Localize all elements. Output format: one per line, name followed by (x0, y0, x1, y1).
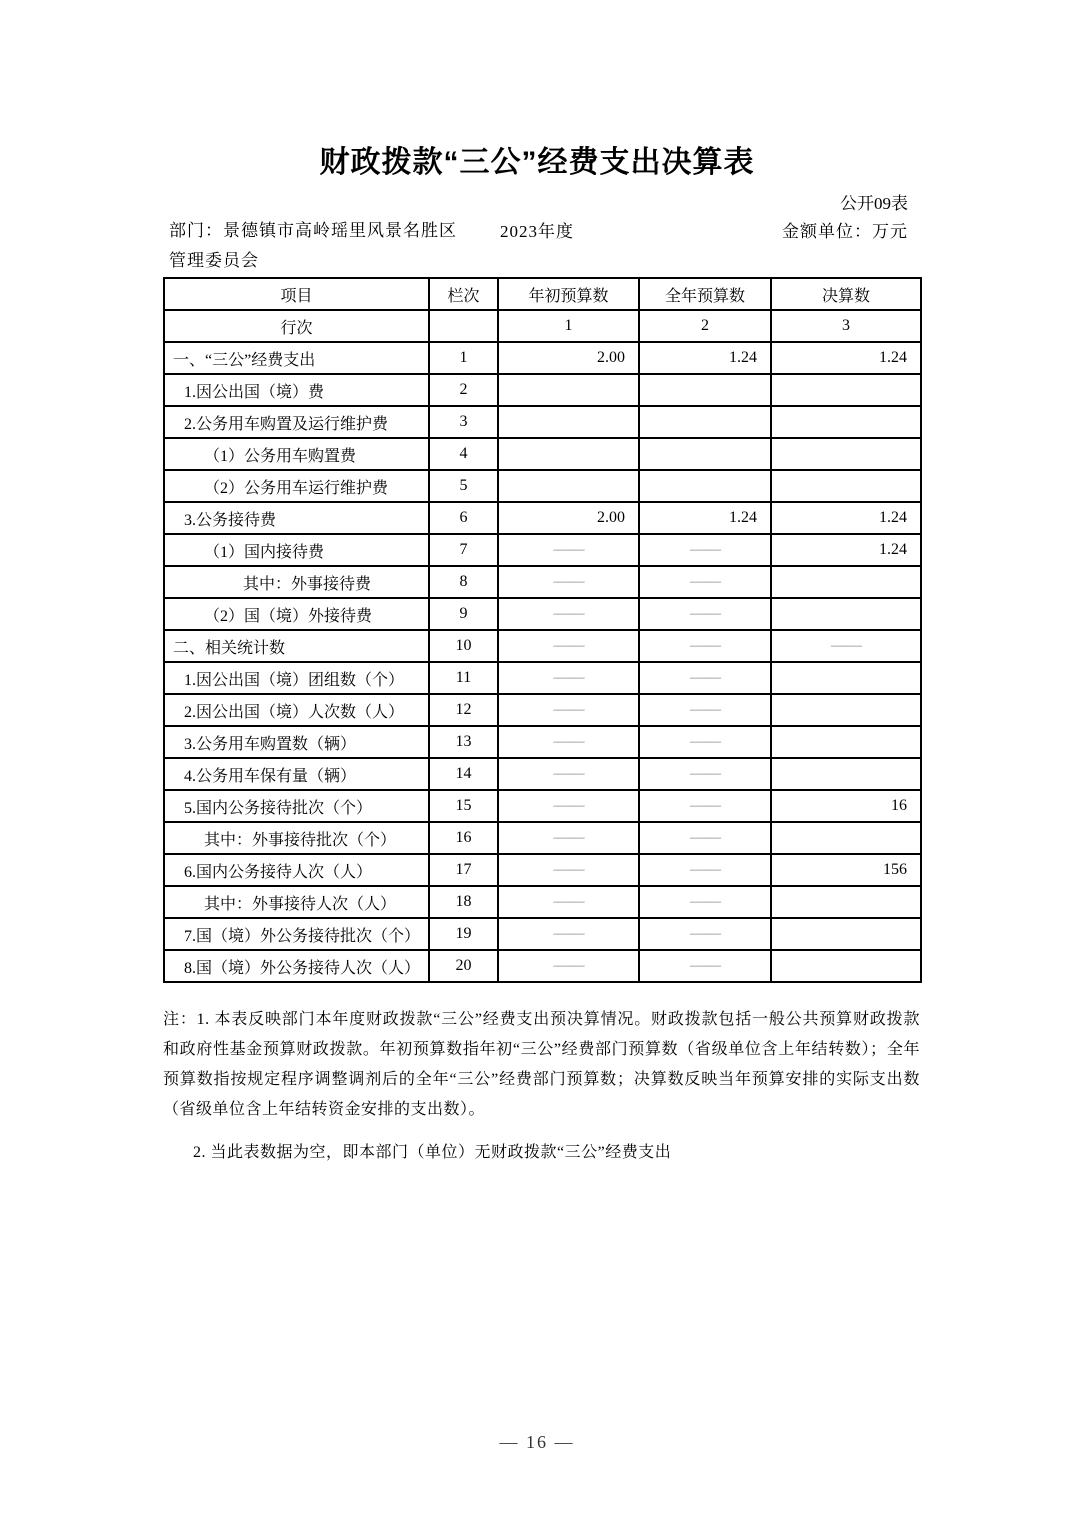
line-number: 5 (429, 470, 498, 502)
item-label: 其中：外事接待费 (164, 566, 429, 598)
note-1: 注：1. 本表反映部门本年度财政拨款“三公”经费支出预决算情况。财政拨款包括一般公共预算财政拨款和政府性基金预算财政拨款。年初预算数指年初“三公”经费部门预算数（省级单位含上年结转数）；全年预算数指按规定程序调整调剂后的全年“三公”经费部门预算数；决算数反映当年预算安排的实际支出数（省级单位含上年结转资金安排的支出数）。 (163, 1011, 920, 1118)
initial-budget-value: —— (498, 758, 639, 790)
line-number: 14 (429, 758, 498, 790)
initial-budget-value: —— (498, 822, 639, 854)
table-row (164, 598, 921, 630)
initial-budget-value: —— (498, 790, 639, 822)
column-index-1: 1 (498, 310, 639, 342)
final-accounts-value (771, 374, 921, 406)
blank-cell (429, 310, 498, 342)
initial-budget-value (498, 470, 639, 502)
line-number: 11 (429, 662, 498, 694)
initial-budget-value: —— (498, 566, 639, 598)
final-accounts-value (771, 822, 921, 854)
column-index-3: 3 (771, 310, 921, 342)
page-number: — 16 — (499, 1432, 575, 1452)
annual-budget-value: —— (639, 662, 771, 694)
line-number: 6 (429, 502, 498, 534)
table-row (164, 342, 921, 374)
initial-budget-value: —— (498, 950, 639, 982)
table-row (164, 758, 921, 790)
table-row (164, 886, 921, 918)
table-row (164, 534, 921, 566)
table-row (164, 374, 921, 406)
annual-budget-value (639, 438, 771, 470)
final-accounts-value: —— (771, 630, 921, 662)
item-label: （2）公务用车运行维护费 (164, 470, 429, 502)
line-number: 17 (429, 854, 498, 886)
item-label: 3.公务接待费 (164, 502, 429, 534)
line-number: 7 (429, 534, 498, 566)
table-body (164, 342, 921, 982)
subheader-row (164, 310, 921, 342)
line-number: 9 (429, 598, 498, 630)
department-label: 部门：景德镇市高岭瑶里风景名胜区管理委员会 (169, 221, 457, 270)
column-header-final-accounts: 决算数 (771, 278, 921, 310)
item-label: （1）公务用车购置费 (164, 438, 429, 470)
item-label: 其中：外事接待人次（人） (164, 886, 429, 918)
final-accounts-value (771, 662, 921, 694)
table-row (164, 854, 921, 886)
line-number: 12 (429, 694, 498, 726)
final-accounts-value (771, 758, 921, 790)
line-number: 19 (429, 918, 498, 950)
table-row (164, 822, 921, 854)
final-accounts-value (771, 886, 921, 918)
line-number: 16 (429, 822, 498, 854)
item-label: 二、相关统计数 (164, 630, 429, 662)
annual-budget-value: —— (639, 790, 771, 822)
annual-budget-value: 1.24 (639, 342, 771, 374)
annual-budget-value: 1.24 (639, 502, 771, 534)
item-label: 6.国内公务接待人次（人） (164, 854, 429, 886)
column-header-item: 项目 (164, 278, 429, 310)
line-number: 15 (429, 790, 498, 822)
annual-budget-value: —— (639, 886, 771, 918)
line-number: 8 (429, 566, 498, 598)
document-meta (163, 216, 920, 276)
line-no-label: 行次 (164, 310, 429, 342)
annual-budget-value: —— (639, 854, 771, 886)
annual-budget-value: —— (639, 758, 771, 790)
final-accounts-value: 1.24 (771, 502, 921, 534)
line-number: 13 (429, 726, 498, 758)
line-number: 2 (429, 374, 498, 406)
item-label: 5.国内公务接待批次（个） (164, 790, 429, 822)
table-row (164, 694, 921, 726)
final-accounts-value (771, 566, 921, 598)
note-2: 2. 当此表数据为空，即本部门（单位）无财政拨款“三公”经费支出 (193, 1144, 672, 1161)
initial-budget-value: —— (498, 726, 639, 758)
table-row (164, 662, 921, 694)
item-label: 1.因公出国（境）费 (164, 374, 429, 406)
final-accounts-value (771, 726, 921, 758)
annual-budget-value: —— (639, 822, 771, 854)
initial-budget-value (498, 406, 639, 438)
table-row (164, 918, 921, 950)
item-label: 一、“三公”经费支出 (164, 342, 429, 374)
table-row (164, 950, 921, 982)
item-label: （2）国（境）外接待费 (164, 598, 429, 630)
table-code-label: 公开09表 (840, 194, 908, 213)
final-accounts-value (771, 950, 921, 982)
item-label: 其中：外事接待批次（个） (164, 822, 429, 854)
annual-budget-value: —— (639, 726, 771, 758)
initial-budget-value: —— (498, 886, 639, 918)
line-number: 18 (429, 886, 498, 918)
table-row (164, 566, 921, 598)
item-label: 4.公务用车保有量（辆） (164, 758, 429, 790)
final-accounts-value (771, 438, 921, 470)
annual-budget-value: —— (639, 694, 771, 726)
initial-budget-value: —— (498, 598, 639, 630)
initial-budget-value: —— (498, 630, 639, 662)
initial-budget-value: 2.00 (498, 502, 639, 534)
final-accounts-value (771, 470, 921, 502)
column-index-2: 2 (639, 310, 771, 342)
annual-budget-value: —— (639, 598, 771, 630)
column-header-column-no: 栏次 (429, 278, 498, 310)
fiscal-year-label: 2023年度 (500, 222, 574, 241)
initial-budget-value: —— (498, 918, 639, 950)
table-row (164, 726, 921, 758)
annual-budget-value: —— (639, 566, 771, 598)
table-row (164, 406, 921, 438)
initial-budget-value (498, 438, 639, 470)
initial-budget-value: —— (498, 694, 639, 726)
page-title: 财政拨款“三公”经费支出决算表 (319, 146, 755, 179)
item-label: 2.因公出国（境）人次数（人） (164, 694, 429, 726)
table-row (164, 502, 921, 534)
item-label: 8.国（境）外公务接待人次（人） (164, 950, 429, 982)
final-accounts-value (771, 598, 921, 630)
amount-unit-label: 金额单位：万元 (782, 222, 908, 241)
final-accounts-value (771, 918, 921, 950)
initial-budget-value: 2.00 (498, 342, 639, 374)
column-header-initial-budget: 年初预算数 (498, 278, 639, 310)
line-number: 3 (429, 406, 498, 438)
final-accounts-value (771, 406, 921, 438)
table-row (164, 438, 921, 470)
item-label: （1）国内接待费 (164, 534, 429, 566)
final-accounts-value: 1.24 (771, 534, 921, 566)
item-label: 2.公务用车购置及运行维护费 (164, 406, 429, 438)
initial-budget-value (498, 374, 639, 406)
table-row (164, 630, 921, 662)
notes-section (163, 1005, 920, 1168)
table-head (164, 278, 921, 342)
annual-budget-value (639, 470, 771, 502)
column-header-annual-budget: 全年预算数 (639, 278, 771, 310)
annual-budget-value (639, 406, 771, 438)
header-row (164, 278, 921, 310)
item-label: 7.国（境）外公务接待批次（个） (164, 918, 429, 950)
line-number: 1 (429, 342, 498, 374)
initial-budget-value: —— (498, 534, 639, 566)
three-public-expense-table (163, 277, 922, 983)
final-accounts-value: 1.24 (771, 342, 921, 374)
final-accounts-value: 16 (771, 790, 921, 822)
item-label: 1.因公出国（境）团组数（个） (164, 662, 429, 694)
initial-budget-value: —— (498, 854, 639, 886)
annual-budget-value: —— (639, 950, 771, 982)
annual-budget-value: —— (639, 630, 771, 662)
line-number: 20 (429, 950, 498, 982)
final-accounts-value: 156 (771, 854, 921, 886)
annual-budget-value (639, 374, 771, 406)
item-label: 3.公务用车购置数（辆） (164, 726, 429, 758)
annual-budget-value: —— (639, 918, 771, 950)
final-accounts-value (771, 694, 921, 726)
line-number: 10 (429, 630, 498, 662)
table-row (164, 470, 921, 502)
line-number: 4 (429, 438, 498, 470)
initial-budget-value: —— (498, 662, 639, 694)
annual-budget-value: —— (639, 534, 771, 566)
table-row (164, 790, 921, 822)
